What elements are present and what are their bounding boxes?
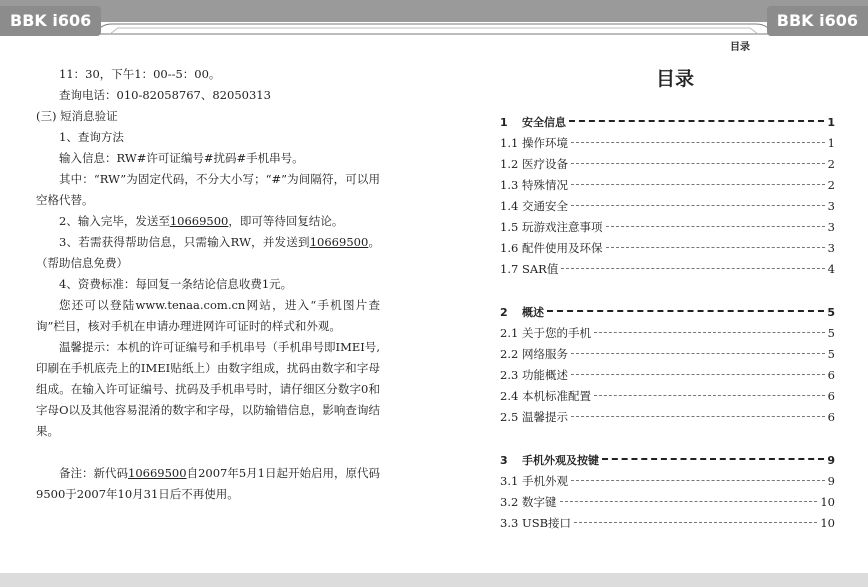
sms-number: 10669500: [309, 235, 369, 249]
toc-entry-title: 本机标准配置: [522, 389, 591, 403]
tip-paragraph: 温馨提示：本机的许可证编号和手机串号（手机串号即IMEI号,印刷在手机底壳上的IMEI贴纸上）由数字组成，扰码由数字和字母组成。在输入许可证编号、扰码及手机串号时，请仔细区分数字0和字母O以及其他容易混淆的数字和字母，以防输错信息，影响查询结果。: [36, 340, 380, 438]
toc-leader: [571, 184, 825, 185]
toc-entry-title: 交通安全: [522, 199, 568, 213]
toc-page-number: 9: [827, 454, 835, 467]
note-paragraph: [36, 463, 380, 505]
toc-page-number: 1: [827, 116, 835, 129]
body-line: 输入信息：RW#许可证编号#扰码#手机串号。: [59, 151, 304, 165]
toc-entry-title: SAR值: [522, 262, 559, 276]
text-span: 自2007年5月1日起开始启用，原代码9500于2007年10月31日后不再使用。: [36, 466, 380, 501]
text-span: 3、若需获得帮助信息，只需输入RW，并发送到: [59, 235, 310, 249]
toc-entry-title: 玩游戏注意事项: [522, 220, 603, 234]
body-line: 1、查询方法: [59, 130, 124, 144]
toc-leader: [571, 353, 825, 354]
toc-entry-number: 2.5: [500, 410, 519, 424]
toc-page-number: 5: [827, 306, 835, 319]
toc-entry-title: 配件使用及环保: [522, 241, 603, 255]
toc-page-number: 10: [820, 516, 835, 530]
toc-entry-number: 1.7: [500, 262, 519, 276]
body-paragraph: [36, 232, 380, 274]
toc-entry[interactable]: [500, 259, 835, 280]
toc-page-number: 9: [827, 474, 835, 488]
toc-page-number: 5: [827, 347, 835, 361]
toc-entry[interactable]: [500, 133, 835, 154]
toc-leader: [571, 142, 825, 143]
toc-entry-title: 手机外观: [522, 474, 568, 488]
toc-title: 目录: [655, 68, 694, 90]
toc-leader: [571, 480, 825, 481]
body-line: [36, 211, 380, 232]
toc-entry[interactable]: [500, 407, 835, 428]
toc-leader: [571, 163, 825, 164]
toc-leader: [606, 226, 825, 227]
footer-band: [0, 573, 868, 587]
body-line: 11：30，下午1：00--5：00。: [59, 67, 221, 81]
toc-entry[interactable]: [500, 471, 835, 492]
toc-entry-title: 网络服务: [522, 347, 568, 361]
brand-tab-right: BBK i606: [767, 6, 868, 36]
toc-entry-number: 2: [500, 306, 508, 319]
toc-entry[interactable]: [500, 323, 835, 344]
toc-page-number: 2: [827, 157, 835, 171]
toc-entry-title: 安全信息: [522, 116, 566, 129]
toc-entry-number: 1.5: [500, 220, 519, 234]
toc-entry-title: USB接口: [522, 516, 572, 530]
sms-number: 10669500: [128, 466, 187, 480]
toc-entry-number: 3.2: [500, 495, 519, 509]
text-span: 。（帮助信息免费）: [36, 235, 381, 270]
toc-entry[interactable]: [500, 386, 835, 407]
toc-entry-title: 数字键: [522, 495, 557, 509]
toc-entry-title: 关于您的手机: [522, 326, 591, 340]
toc-entry[interactable]: [500, 175, 835, 196]
toc-entry-title: 手机外观及按键: [522, 454, 599, 467]
brand-tab-left: BBK i606: [0, 6, 101, 36]
toc-entry[interactable]: [500, 217, 835, 238]
table-of-contents: [500, 112, 835, 534]
toc-entry[interactable]: [500, 513, 835, 534]
toc-entry-number: 3.3: [500, 516, 519, 530]
body-paragraph: 其中：“RW”为固定代码，不分大小写；“#”为间隔符，可以用空格代替。: [36, 172, 380, 207]
toc-entry-number: 1.3: [500, 178, 519, 192]
toc-entry-number: 2.1: [500, 326, 519, 340]
toc-entry-number: 1.2: [500, 157, 519, 171]
toc-entry-number: 1.4: [500, 199, 519, 213]
toc-entry-number: 1.1: [500, 136, 519, 150]
toc-entry-title: 概述: [522, 306, 544, 319]
toc-entry-number: 2.2: [500, 347, 519, 361]
toc-leader: [561, 268, 824, 269]
toc-entry[interactable]: [500, 492, 835, 513]
text-span: 备注：新代码: [59, 466, 129, 480]
toc-leader: [571, 416, 825, 417]
toc-entry-number: 2.4: [500, 389, 519, 403]
toc-leader: [569, 120, 824, 122]
toc-page-number: 6: [827, 389, 835, 403]
toc-leader: [547, 310, 824, 312]
toc-page-number: 6: [827, 410, 835, 424]
toc-leader: [574, 522, 817, 523]
toc-leader: [594, 395, 825, 396]
toc-entry-title: 温馨提示: [522, 410, 568, 424]
toc-page-number: 5: [827, 326, 835, 340]
toc-page-number: 10: [820, 495, 835, 509]
toc-entry-title: 特殊情况: [522, 178, 568, 192]
toc-page-number: 3: [827, 241, 835, 255]
text-span: ，即可等待回复结论。: [228, 214, 344, 228]
toc-chapter-entry[interactable]: [500, 450, 835, 471]
toc-entry[interactable]: [500, 344, 835, 365]
toc-entry-number: 2.3: [500, 368, 519, 382]
toc-entry[interactable]: [500, 238, 835, 259]
sms-number: 10669500: [169, 214, 229, 228]
toc-chapter-entry[interactable]: [500, 302, 835, 323]
toc-leader: [594, 332, 825, 333]
body-line: (三) 短消息验证: [36, 109, 118, 123]
toc-entry-number: 1.6: [500, 241, 519, 255]
toc-leader: [571, 205, 825, 206]
toc-entry[interactable]: [500, 365, 835, 386]
section-label: 目录: [730, 42, 750, 53]
toc-leader: [602, 458, 824, 460]
toc-leader: [606, 247, 825, 248]
toc-entry-number: 1: [500, 116, 508, 129]
toc-page-number: 4: [827, 262, 835, 276]
toc-entry-number: 3: [500, 454, 508, 467]
toc-leader: [571, 374, 825, 375]
toc-entry-title: 操作环境: [522, 136, 568, 150]
text-span: 2、输入完毕，发送至: [59, 214, 170, 228]
body-paragraph: 您还可以登陆www.tenaa.com.cn网站，进入“手机图片查询”栏目，核对手机在申请办理进网许可证时的样式和外观。: [36, 298, 380, 333]
left-page-body: [36, 64, 380, 505]
toc-chapter-entry[interactable]: [500, 112, 835, 133]
toc-page-number: 6: [827, 368, 835, 382]
toc-entry[interactable]: [500, 154, 835, 175]
toc-entry-title: 功能概述: [522, 368, 568, 382]
body-line: 4、资费标准：每回复一条结论信息收费1元。: [59, 277, 293, 291]
toc-page-number: 1: [827, 136, 835, 150]
toc-leader: [560, 501, 818, 502]
body-line: 查询电话：010-82058767、82050313: [59, 88, 271, 102]
toc-entry-number: 3.1: [500, 474, 519, 488]
toc-page-number: 2: [827, 178, 835, 192]
toc-entry[interactable]: [500, 196, 835, 217]
toc-page-number: 3: [827, 220, 835, 234]
toc-page-number: 3: [827, 199, 835, 213]
toc-entry-title: 医疗设备: [522, 157, 568, 171]
